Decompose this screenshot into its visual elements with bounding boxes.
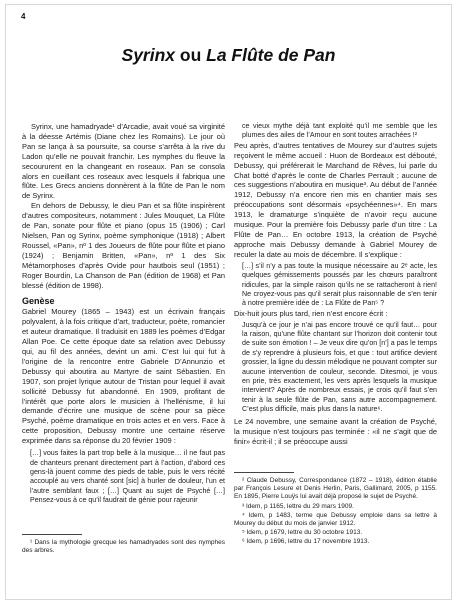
paragraph-syrinx-myth: Syrinx, une hamadryade¹ d’Arcadie, avait voué sa virginité à la déesse Artémis (Diane chez les Romains). Le jour où Pan se lança à sa poursuite, sa course s’arrêta à la rive du Ladon qu’elle ne pouvait franchir. Les nymphes du fleuve la secoururent en la changeant en roseaux. Pan se consola alors en cueillant ces roseaux avec lesquels il fabriqua une flûte. Les Grecs anciens donnèrent à la flûte de Pan le nom de Syrinx. bbox=[22, 122, 225, 201]
paragraph-mourey-attempts: Peu après, d’autres tentatives de Mourey sur d’autres sujets reçoivent le même accueil : Huon de Bordeaux est débouté, Debussy, qui préférerait le Marchand de Rêves, lui parle du Chat botté d’après le conte de Charles Perrault ; aucune de ces suggestions n’aboutira en musique³. Au début de l’année 1912, Debussy n’a encore rien mis en chantier mais ses préoccupations sont désormais «psychéennes»⁴. En mars 1913, le dramaturge s’inquiète de n’avoir reçu aucune musique. Pour la première fois Debussy parle d’un titre : La Flûte de Pan… En octobre 1913, la création de Psyché approche mais Debussy demande à Gabriel Mourey de reculer la date au mois de décembre. Il s’explique : bbox=[234, 140, 437, 259]
footnotes-left bbox=[22, 534, 225, 556]
footnote-rule bbox=[234, 472, 294, 473]
title-part-flute-de-pan: La Flûte de Pan bbox=[206, 45, 336, 65]
section-heading-genese: Genèse bbox=[22, 296, 55, 307]
quote-deuxieme-acte: […] s’il n’y a pas toute la musique nécessaire au 2ᵉ acte, les quelques gémissements poussés par les chœurs paraîtront ridicules, par la simple raison qu’ils ne se rattacheront à rien! Ne croyez-vous pas qu’il serait plus raisonnable de s’en tenir à notre première idée de : La Flûte de Pan⁵ ? bbox=[242, 261, 437, 308]
footnote-3: ³ Idem, p 1165, lettre du 29 mars 1909. bbox=[242, 502, 354, 510]
footnotes-right bbox=[234, 472, 437, 548]
title-part-syrinx: Syrinx bbox=[121, 45, 176, 65]
title-part-ou: ou bbox=[175, 45, 207, 65]
footnote-rule bbox=[22, 534, 82, 535]
footnote-4: ⁴ Idem, p 1483, terme que Debussy emploie dans sa lettre à Mourey du début du mois de janvier 1912. bbox=[234, 511, 437, 528]
quote-continuation: ce vieux mythe déjà tant exploité qu’il me semble que les plumes des ailes de l’Amour en sont toutes arrachées !² bbox=[242, 122, 437, 140]
quote-flute-chantant: Jusqu’à ce jour je n’ai pas encore trouvé ce qu’il faut… pour la raison, qu’une flûte chantant sur l’horizon doit contenir tout de suite son émotion ! – Je veux dire qu’on [n’] a pas le temps de s’y reprendre à plusieurs fois, et que : tout artifice devient grossier, la ligne du dessin mélodique ne pouvant compter sur aucune intervention de couleur, seconde. Ditesmoi, je vous en prie, très exactement, les vers après lesquels la musique intervient? Après de nombreux essais, je crois qu’il faut s’en tenir à la seule flûte de Pan, sans autre accompagnement. C’est plus difficile, mais plus dans la nature⁶. bbox=[242, 320, 437, 414]
footnote-1: ¹ Dans la mythologie grecque les hamadryades sont des nymphes des arbres. bbox=[22, 539, 225, 555]
paragraph-gabriel-mourey: Gabriel Mourey (1865 – 1943) est un écrivain français polyvalent, à la fois critique d’art, traducteur, poète, romancier et auteur dramatique. Il traduisit en 1889 les poèmes d’Edgar Allan Poe. Ce cette époque date sa relation avec Debussy qui, au fil des années, devint un ami. C’est lui qui fut à l’origine de la rencontre entre Gabriele D’Annunzio et Debussy qui aboutira au Martyre de saint Sébastien. En 1907, son projet lyrique autour de Tristan pour lequel il avait sollicité Debussy fut abandonné. En 1909, profitant de l’intérêt que porte alors le musicien à l’hellénisme, il lui demande d’écrire une musique de scène pour sa pièce Psyché, poème dramatique en trois actes et en vers. Face à cette proposition, Debussy montre une certaine réserve exprimée dans sa réponse du 20 février 1909 : bbox=[22, 307, 225, 446]
footnote-2: ² Claude Debussy, Correspondance (1872 – 1918), édition établie par François Lesure et Denis Herlin, Paris, Gallimard, 2005, p 1155. En 1895, Pierre Louÿs lui avait déjà proposé le sujet de Psyché. bbox=[234, 477, 437, 501]
quote-debussy-1909: […] vous faites la part trop belle à la musique… il ne faut pas de chanteurs prenant directement part à l’action, d’abord ces gens-là jouent comme des pieds de table, puis le vers récité accouplé au vers chanté sont [sic] à hurler de douleur, l’un et l’autre semblant faux ; […] Quant au sujet de Psyché […] Pensez-vous à ce qu’il faudrait de génie pour rajeunir bbox=[30, 449, 225, 505]
footnote-6: ⁶ Idem, p 1696, lettre du 17 novembre 1913. bbox=[242, 538, 370, 546]
paragraph-other-composers: En dehors de Debussy, le dieu Pan et sa flûte inspirèrent d’autres compositeurs, notamment : Jules Mouquet, La Flûte de Pan, sonate pour flûte et piano (opus 15 (1906) ; Carl Nielsen, Pan og Syrinx, poème symphonique (1918) ; Albert Roussel, «Pan», nº 1 des Joueurs de flûte pour flûte et piano (1924) ; Benjamin Britten, «Pan», nº 1 des Six Métamorphoses d’après Ovide pour hautbois seul (1951) ; Roger Bourdin, La Chanson de Pan (édition de 1968) et Pan blessé (édition de 1998). bbox=[22, 201, 225, 290]
paragraph-dix-huit-jours: Dix-huit jours plus tard, rien n’est encore écrit : bbox=[234, 308, 388, 318]
page-title bbox=[0, 45, 457, 66]
left-column bbox=[22, 122, 225, 506]
right-column bbox=[234, 122, 437, 446]
footnote-5: ⁵ Idem, p 1679, lettre du 30 octobre 1913. bbox=[242, 529, 363, 537]
page-number: 4 bbox=[21, 12, 26, 21]
paragraph-24-novembre: Le 24 novembre, une semaine avant la création de Psyché, la musique n’est toujours pas terminée : «il ne s’agit que de finir» écrit-il ; il se préoccupe aussi bbox=[234, 416, 437, 446]
